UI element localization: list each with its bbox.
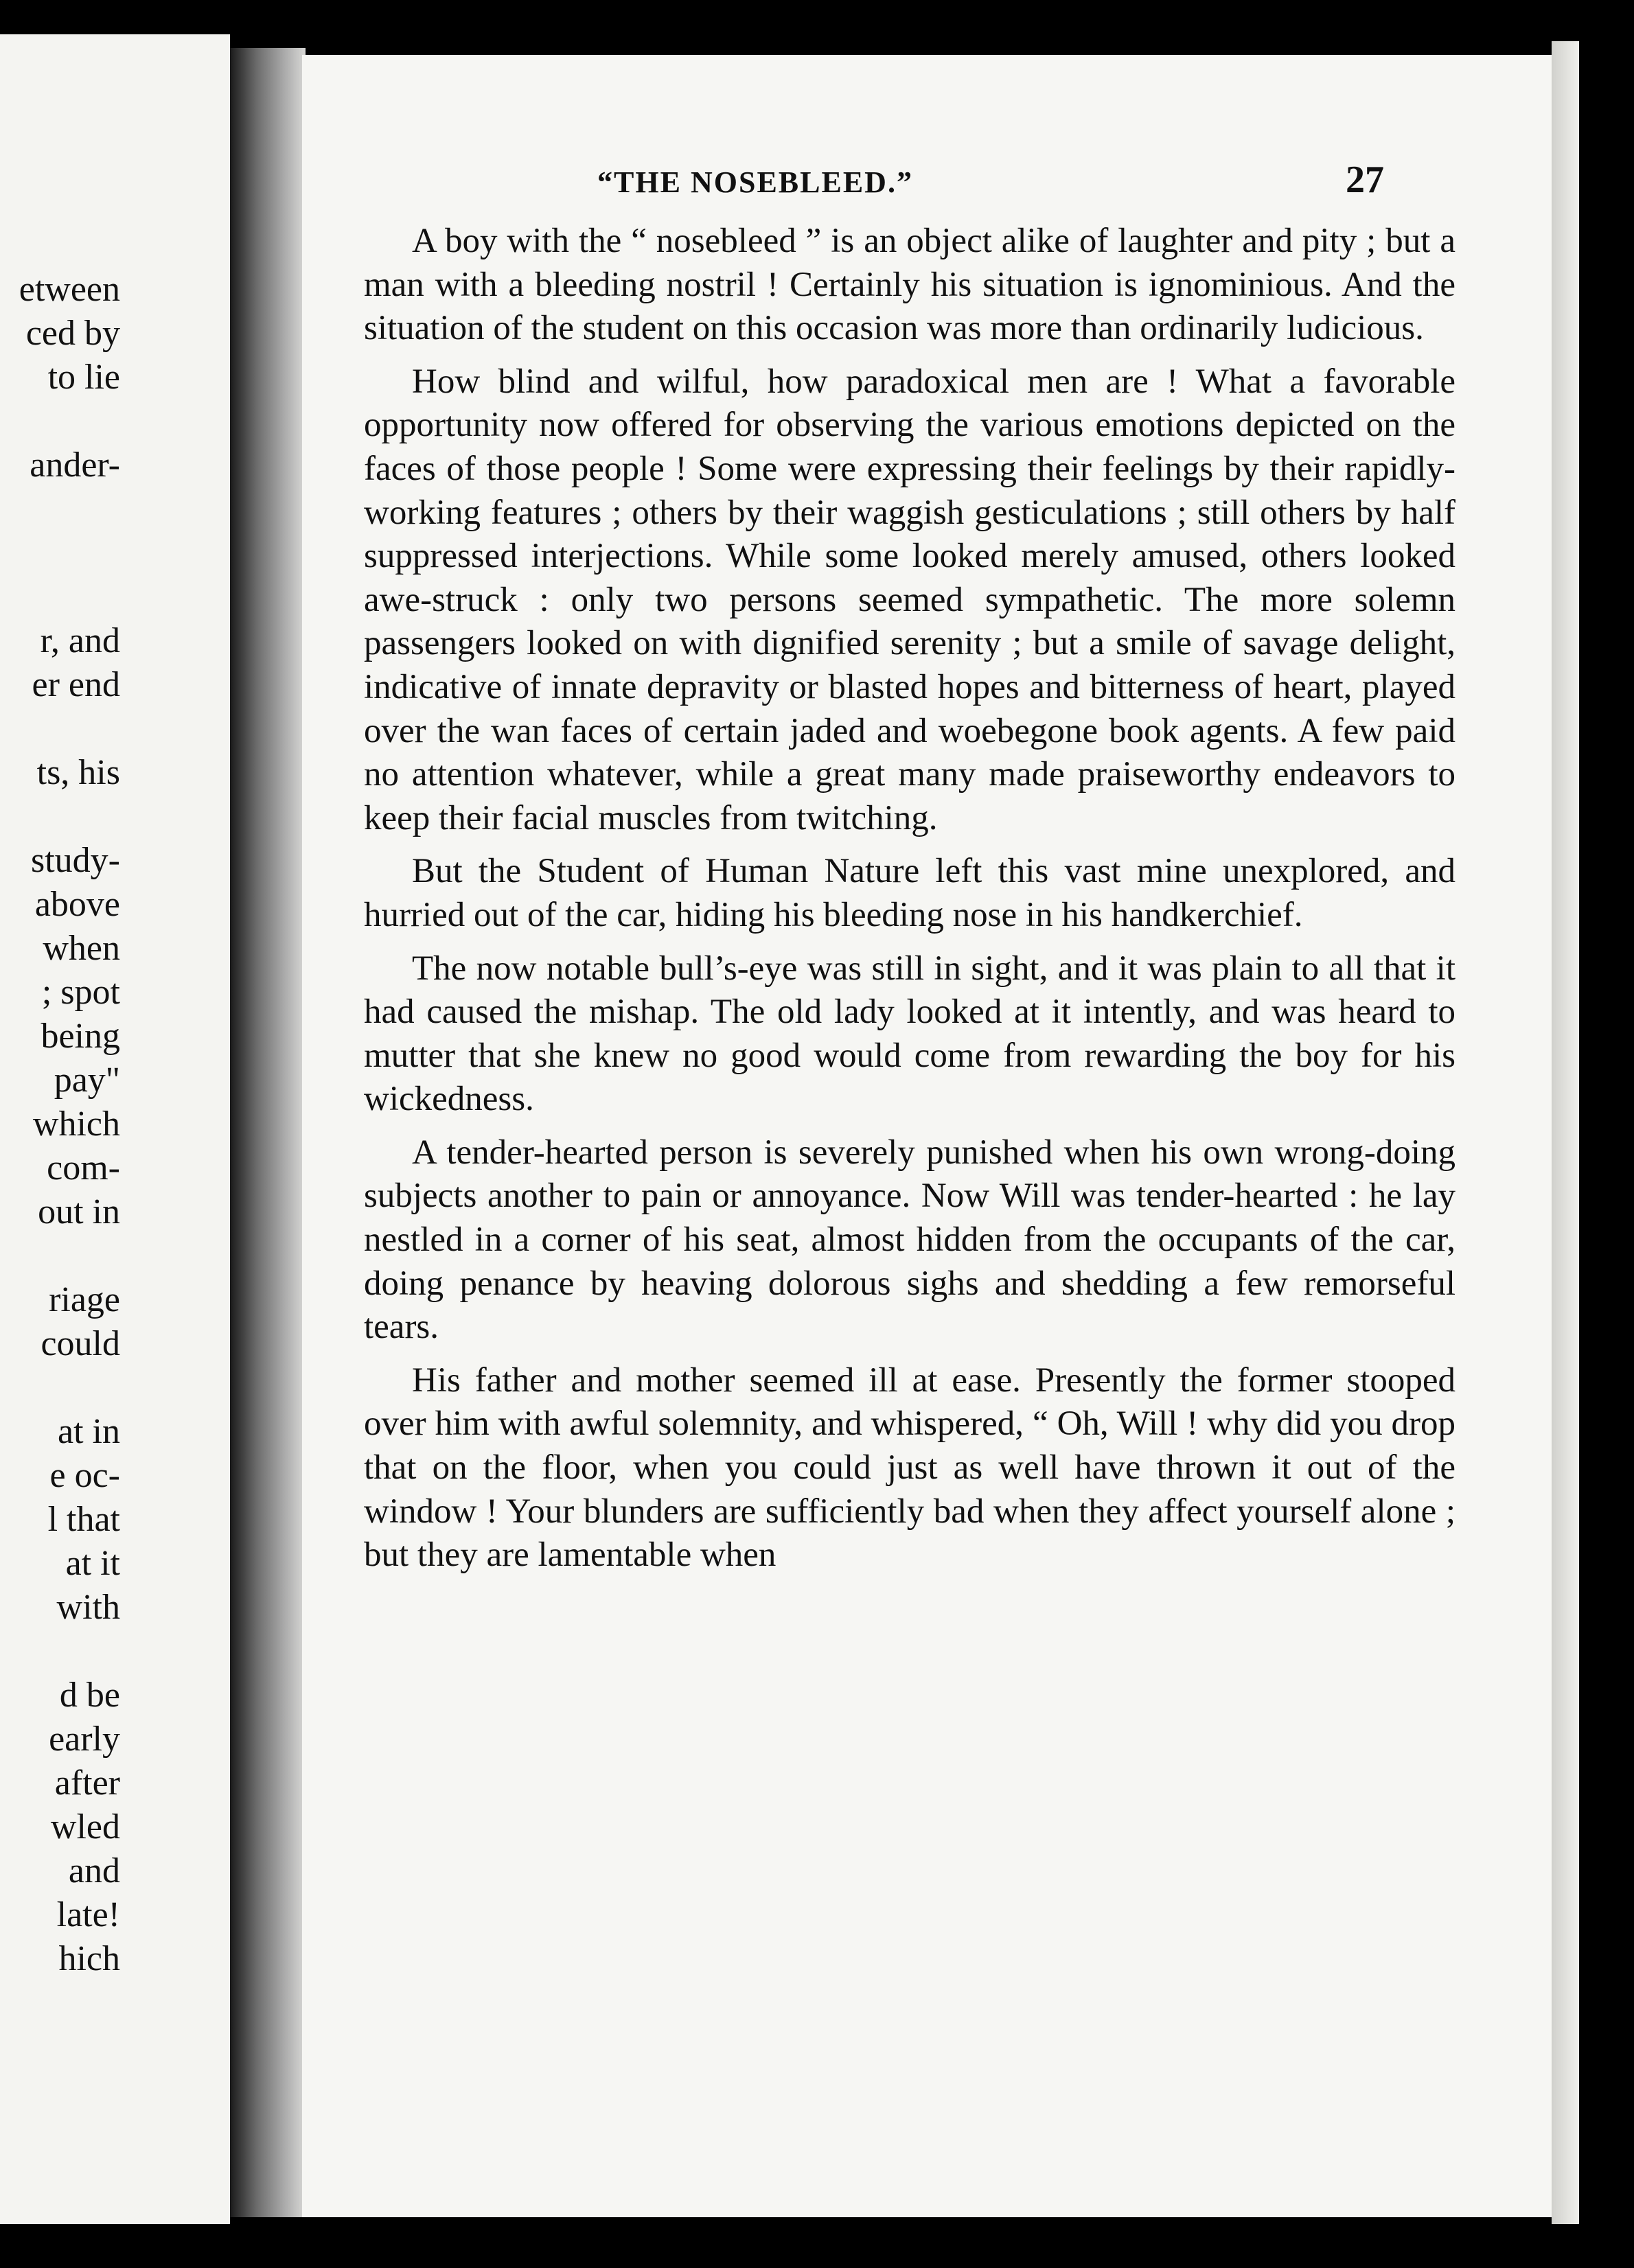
facing-page-line (19, 1630, 120, 1674)
facing-page-line: which (32, 1104, 120, 1144)
facing-page-line: after (54, 1763, 120, 1803)
facing-page-line: d be (59, 1676, 120, 1715)
facing-page-line: pay" (54, 1061, 120, 1100)
facing-page-line: ts, his (36, 753, 120, 792)
running-head: “THE NOSEBLEED.” (597, 165, 913, 199)
facing-page-line: at in (58, 1412, 120, 1451)
facing-page-line: early (49, 1720, 120, 1759)
facing-page-line (19, 1366, 120, 1410)
paragraph: How blind and wilful, how paradoxical men are ! What a favorable opportunity now offered for observing the various emotions depicted on the faces of those people ! Some were expressing their feelings by their rapidly-working features ; others by their waggish gesticulations ; still others by half suppressed interjections. While some looked merely amused, others looked awe-struck : only two persons seemed sympathetic. The more solemn passengers looked on with dignified serenity ; but a smile of savage delight, indicative of innate depravity or blasted hopes and bitterness of heart, played over the wan faces of certain jaded and woebegone book agents. A few paid no attention whatever, while a great many made praiseworthy endeavors to keep their facial muscles from twitching. (364, 362, 1455, 837)
facing-page-line: ; spot (41, 973, 120, 1012)
facing-page-line: could (41, 1324, 120, 1363)
paragraph: His father and mother seemed ill at ease. Presently the former stooped over him with awful solemnity, and whispered, “ Oh, Will ! why did you drop that on the floor, when you could just as well have thrown it out of the window ! Your blunders are sufficiently bad when they affect yourself alone ; but they are lamentable when (364, 1361, 1455, 1575)
facing-page-line: l that (47, 1500, 120, 1539)
paragraph: A boy with the “ nosebleed ” is an object alike of laughter and pity ; but a man with a bleeding nostril ! Certainly his situation is ignominious. And the situation of the student on this occasion was more than ordinarily ludicious. (364, 222, 1455, 348)
facing-page-line: above (34, 885, 120, 924)
facing-page-line (19, 400, 120, 443)
book-gutter (230, 48, 306, 2217)
facing-page-line: to lie (47, 358, 120, 397)
facing-page-line: e oc- (49, 1456, 120, 1495)
facing-page-line (19, 487, 120, 531)
facing-page-line: r, and (40, 621, 120, 660)
facing-page-line (19, 1234, 120, 1278)
paragraph: A tender-hearted person is severely punished when his own wrong-doing subjects another to pain or annoyance. Now Will was tender-hearted : he lay nestled in a corner of his seat, almost hidden from the occupants of the car, doing penance by heaving dolorous sighs and shedding a few remorseful tears. (364, 1133, 1455, 1347)
facing-page-line (19, 795, 120, 839)
paragraph: The now notable bull’s-eye was still in sight, and it was plain to all that it had caused the mishap. The old lady looked at it intently, and was heard to mutter that she knew no good would come from rewarding the boy for his wickedness. (364, 949, 1455, 1119)
facing-page-line: out in (38, 1192, 120, 1231)
facing-page-line: at it (65, 1544, 120, 1583)
facing-page-line: er end (32, 665, 120, 704)
facing-page-line (19, 707, 120, 751)
paragraph: But the Student of Human Nature left this vast mine unexplored, and hurried out of the car, hiding his bleeding nose in his handkerchief. (364, 852, 1455, 934)
facing-page-line: when (43, 929, 120, 968)
facing-page-line: late! (56, 1895, 120, 1934)
page-number: 27 (1346, 159, 1384, 201)
facing-page (0, 34, 230, 2224)
facing-page-line: hich (58, 1939, 120, 1978)
body-text (364, 220, 1455, 1587)
facing-page-line: riage (49, 1280, 120, 1319)
facing-page-line (19, 575, 120, 619)
facing-page-line: wled (50, 1807, 120, 1847)
facing-page-text (19, 268, 120, 1981)
facing-page-line (19, 531, 120, 575)
facing-page-line: being (41, 1017, 120, 1056)
facing-page-line: with (56, 1588, 120, 1627)
facing-page-line: ced by (25, 314, 120, 353)
facing-page-line: com- (47, 1148, 120, 1188)
facing-page-line: etween (19, 270, 120, 309)
facing-page-line: and (68, 1851, 120, 1890)
facing-page-line: ander- (30, 445, 120, 485)
page-edge (1552, 41, 1579, 2224)
facing-page-line: study- (31, 841, 120, 880)
